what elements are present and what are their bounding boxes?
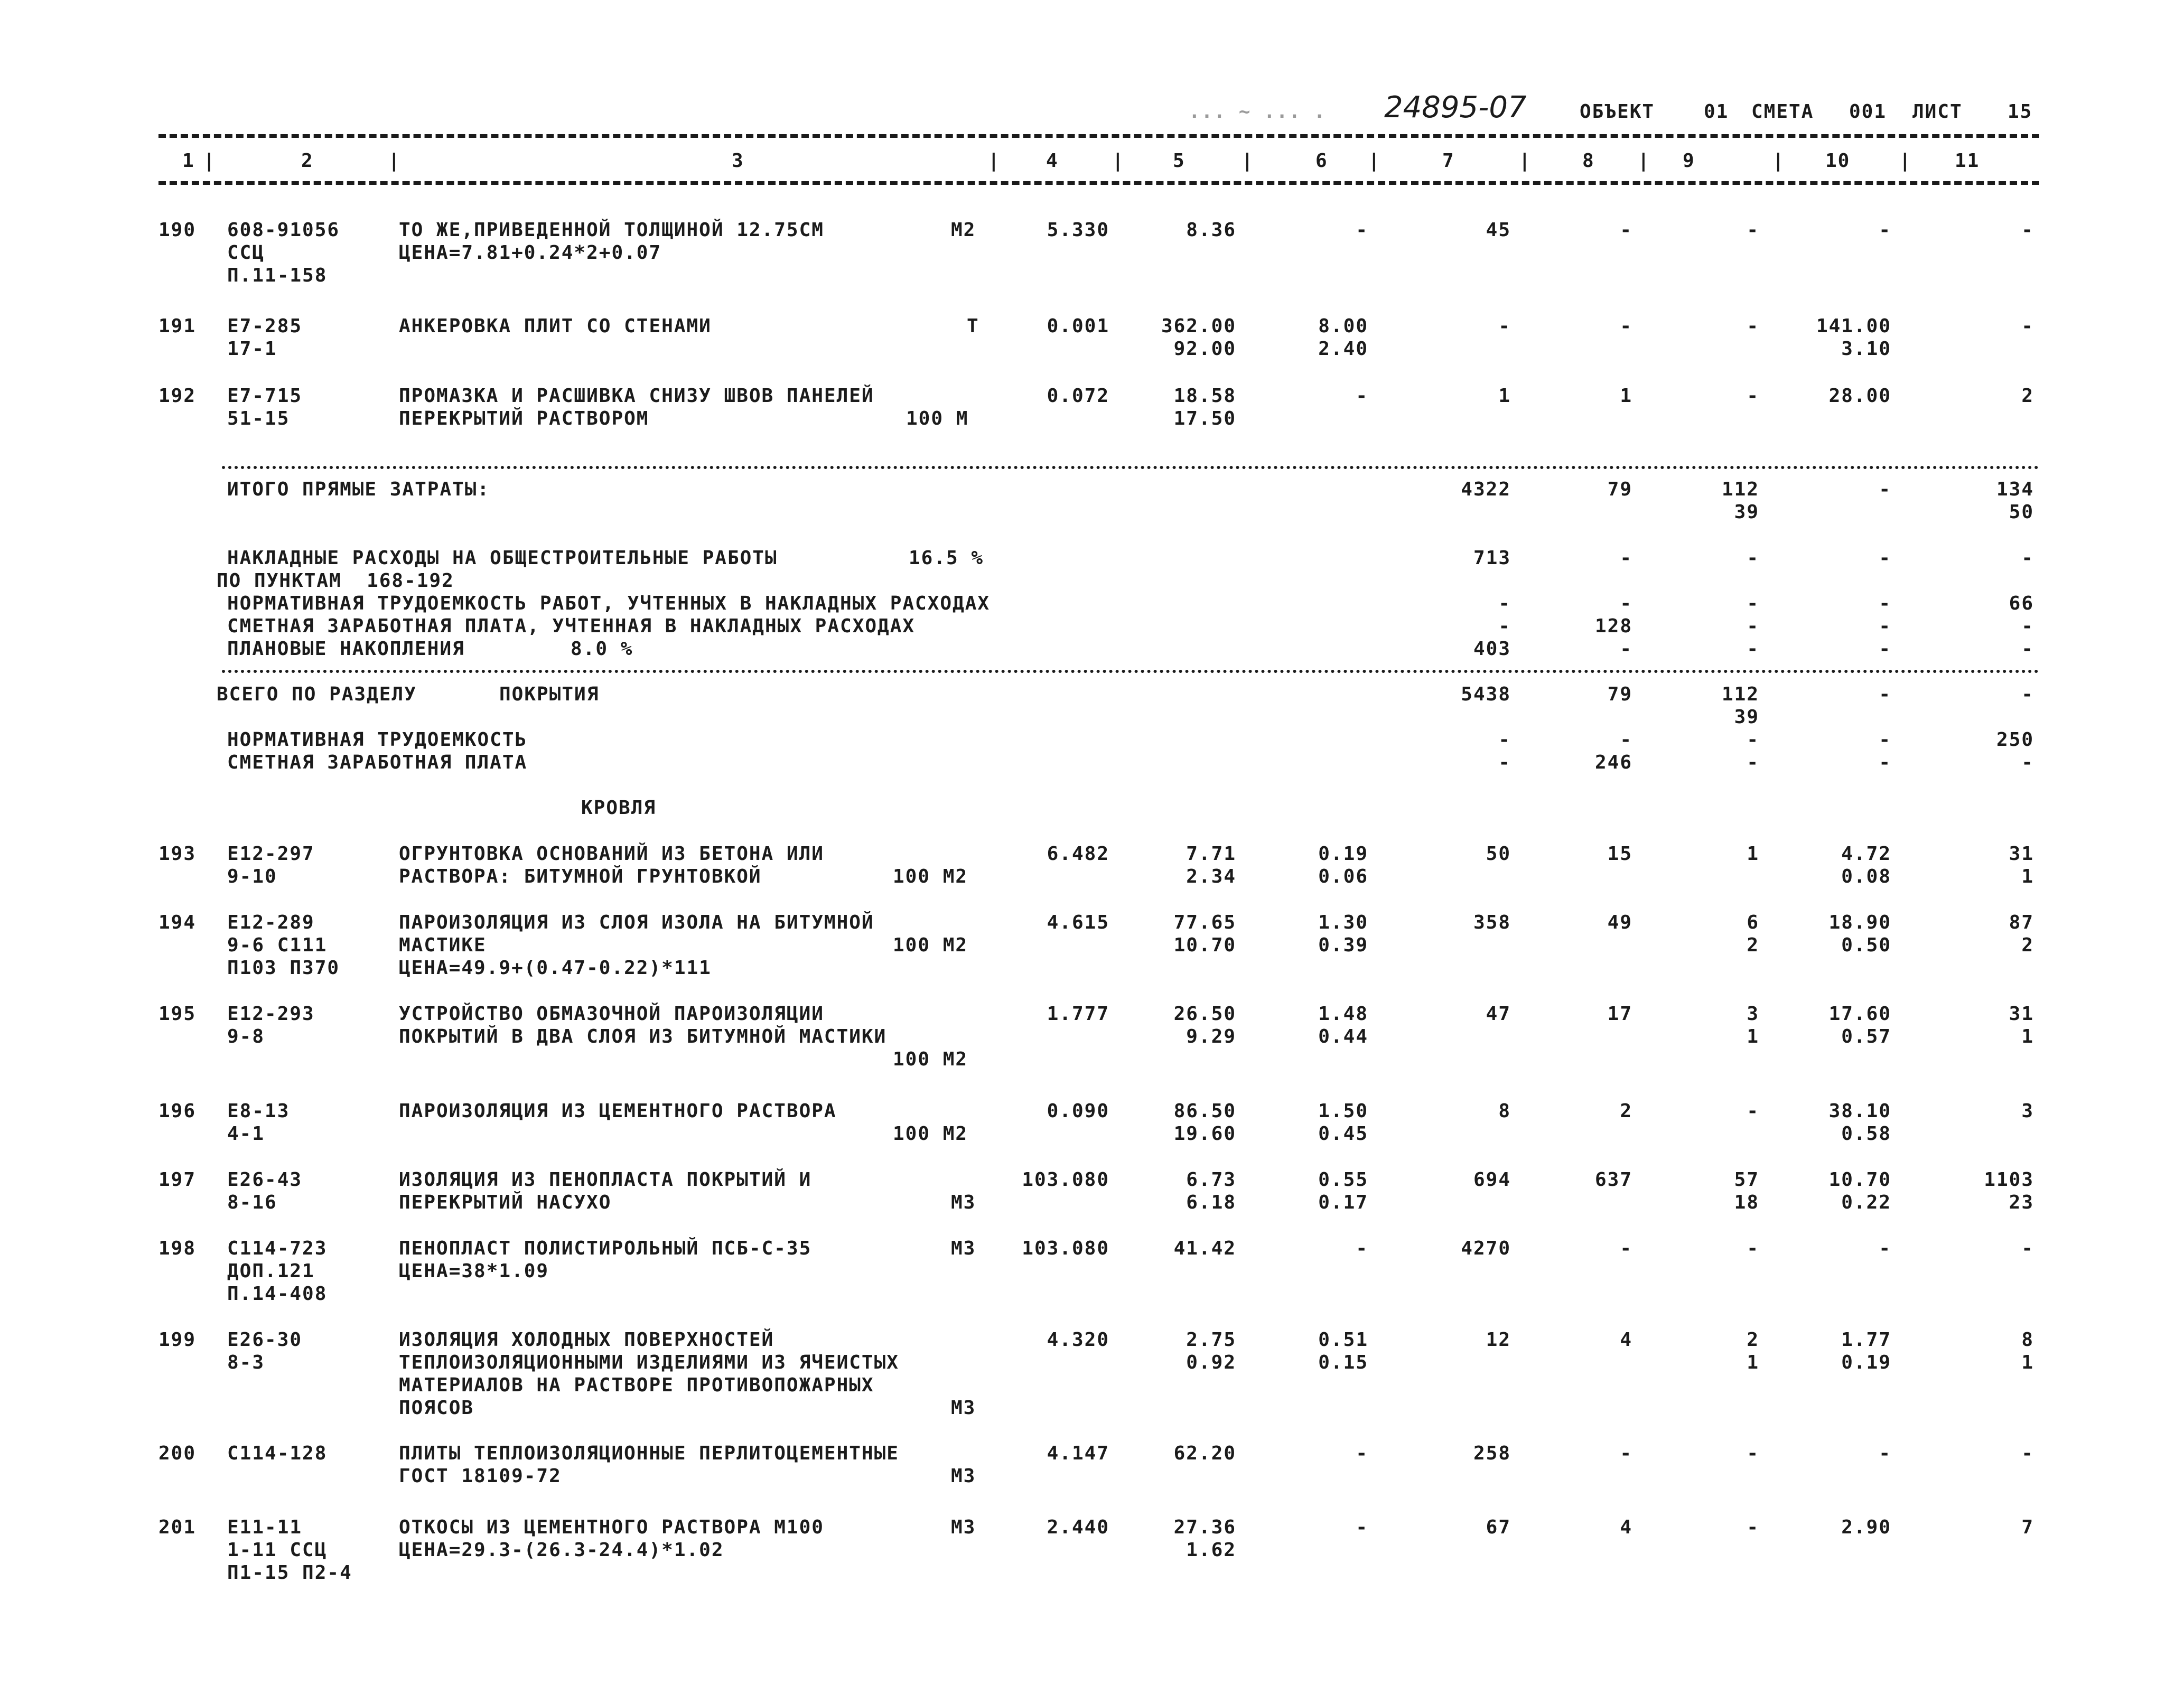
work-description: ЦЕНА=7.81+0.24*2+0.07	[399, 242, 662, 264]
unit-price: 362.00	[1161, 315, 1236, 337]
column-8-value: 637	[1594, 1169, 1632, 1191]
total-cost: 4270	[1461, 1238, 1511, 1259]
column-11-value: 23	[2009, 1192, 2034, 1213]
column-9-value: -	[1747, 638, 1759, 660]
column-11-value: -	[2021, 638, 2034, 660]
column-10-value: 0.08	[1841, 866, 1891, 887]
column-10-value: -	[1879, 684, 1891, 705]
column-9-value: -	[1747, 1443, 1759, 1464]
total-cost: 403	[1473, 638, 1511, 660]
price-code: Е26-30	[227, 1329, 303, 1351]
work-description: ПЕРЕКРЫТИЙ РАСТВОРОМ	[399, 408, 649, 429]
quantity: 4.147	[1047, 1443, 1109, 1464]
column-6-value: 0.45	[1318, 1123, 1368, 1145]
work-description: РАСТВОРА: БИТУМНОЙ ГРУНТОВКОЙ	[399, 866, 762, 887]
column-10-value: 141.00	[1816, 315, 1891, 337]
column-9-value: -	[1747, 593, 1759, 614]
price-code: 1-11 ССЦ	[227, 1539, 328, 1561]
overhead-label: НАКЛАДНЫЕ РАСХОДЫ НА ОБЩЕСТРОИТЕЛЬНЫЕ РАБОТЫ	[227, 547, 778, 569]
smeta-label: СМЕТА	[1751, 101, 1814, 123]
column-11-value: 2	[2021, 934, 2034, 956]
price-code: Е7-715	[227, 385, 303, 407]
column-number-5: 5	[1173, 150, 1186, 172]
price-code: 51-15	[227, 408, 290, 429]
column-10-value: -	[1879, 219, 1891, 241]
column-10-value: -	[1879, 752, 1891, 773]
column-10-value: 0.22	[1841, 1192, 1891, 1213]
price-code: П1-15 П2-4	[227, 1562, 352, 1584]
column-9-value: -	[1747, 1516, 1759, 1538]
row-number: 201	[158, 1516, 197, 1538]
column-8-value: -	[1620, 1238, 1632, 1259]
column-11-value: -	[2021, 1443, 2034, 1464]
row-number: 194	[158, 912, 197, 933]
column-6-value: 8.00	[1318, 315, 1368, 337]
planned-savings-label: ПЛАНОВЫЕ НАКОПЛЕНИЯ	[227, 638, 465, 660]
column-11-value: 50	[2009, 501, 2034, 523]
column-8-value: 49	[1607, 912, 1632, 933]
column-8-value: 246	[1594, 752, 1632, 773]
row-number: 197	[158, 1169, 197, 1191]
work-description: ОТКОСЫ ИЗ ЦЕМЕНТНОГО РАСТВОРА М100	[399, 1516, 824, 1538]
column-6-value: 0.19	[1318, 843, 1368, 865]
column-11-value: 1103	[1984, 1169, 2034, 1191]
row-number: 199	[158, 1329, 197, 1351]
row-number: 190	[158, 219, 197, 241]
unit-price: 7.71	[1186, 843, 1236, 865]
column-9-value: 18	[1734, 1192, 1759, 1213]
work-description: ЦЕНА=38*1.09	[399, 1260, 549, 1282]
quantity: 0.072	[1047, 385, 1109, 407]
total-cost: 5438	[1461, 684, 1511, 705]
total-cost: -	[1498, 315, 1511, 337]
column-10-value: 10.70	[1828, 1169, 1891, 1191]
column-11-value: 2	[2021, 385, 2034, 407]
column-6-value: 0.39	[1318, 934, 1368, 956]
row-number: 191	[158, 315, 197, 337]
dotted-separator	[222, 466, 2039, 469]
column-number-7: 7	[1442, 150, 1455, 172]
column-9-value: -	[1747, 385, 1759, 407]
column-6-value: 0.44	[1318, 1026, 1368, 1047]
column-11-value: -	[2021, 219, 2034, 241]
work-description: ГОСТ 18109-72	[399, 1465, 562, 1487]
work-description: ПЕРЕКРЫТИЙ НАСУХО	[399, 1192, 612, 1213]
column-9-value: -	[1747, 1100, 1759, 1122]
column-11-value: 31	[2009, 843, 2034, 865]
column-10-value: 4.72	[1841, 843, 1891, 865]
column-11-value: 250	[1996, 729, 2034, 751]
smeta-number: 001	[1849, 101, 1887, 123]
price-code: П.14-408	[227, 1283, 328, 1305]
unit-price: 18.58	[1173, 385, 1236, 407]
column-10-value: -	[1879, 479, 1891, 500]
column-10-value: 0.19	[1841, 1352, 1891, 1373]
price-code: Е12-289	[227, 912, 315, 933]
column-6-value: 1.48	[1318, 1003, 1368, 1025]
price-code: 8-16	[227, 1192, 277, 1213]
column-8-value: 4	[1620, 1329, 1632, 1351]
quantity: 0.001	[1047, 315, 1109, 337]
column-8-value: 1	[1620, 385, 1632, 407]
unit-price: 8.36	[1186, 219, 1236, 241]
column-6-value: 1.30	[1318, 912, 1368, 933]
column-6-value: 0.06	[1318, 866, 1368, 887]
total-cost: 694	[1473, 1169, 1511, 1191]
section-total-label: ВСЕГО ПО РАЗДЕЛУ	[217, 684, 417, 705]
work-description: ОГРУНТОВКА ОСНОВАНИЙ ИЗ БЕТОНА ИЛИ	[399, 843, 824, 865]
wage-label: СМЕТНАЯ ЗАРАБОТНАЯ ПЛАТА	[227, 752, 528, 773]
total-cost: 1	[1498, 385, 1511, 407]
column-9-value: -	[1747, 219, 1759, 241]
unit-price: 2.75	[1186, 1329, 1236, 1351]
unit-price: 6.18	[1186, 1192, 1236, 1213]
overhead-percent: 16.5 %	[909, 547, 984, 569]
price-code: С114-128	[227, 1443, 328, 1464]
column-number-4: 4	[1046, 150, 1059, 172]
row-number: 200	[158, 1443, 197, 1464]
column-number-6: 6	[1315, 150, 1328, 172]
work-description: ПОКРЫТИЙ В ДВА СЛОЯ ИЗ БИТУМНОЙ МАСТИКИ	[399, 1026, 887, 1047]
column-10-value: -	[1879, 1443, 1891, 1464]
column-8-value: 79	[1607, 479, 1632, 500]
quantity: 1.777	[1047, 1003, 1109, 1025]
column-9-value: 112	[1721, 479, 1759, 500]
work-description: ПАРОИЗОЛЯЦИЯ ИЗ СЛОЯ ИЗОЛА НА БИТУМНОЙ	[399, 912, 874, 933]
column-10-value: 38.10	[1828, 1100, 1891, 1122]
unit-price: 1.62	[1186, 1539, 1236, 1561]
column-11-value: 1	[2021, 1352, 2034, 1373]
work-description: ПОЯСОВ	[399, 1397, 474, 1419]
column-9-value: 1	[1747, 843, 1759, 865]
column-8-value: 4	[1620, 1516, 1632, 1538]
norm-labor-label: НОРМАТИВНАЯ ТРУДОЕМКОСТЬ	[227, 729, 528, 751]
column-6-value: 0.55	[1318, 1169, 1368, 1191]
planned-savings-percent: 8.0 %	[571, 638, 633, 660]
column-8-value: 17	[1607, 1003, 1632, 1025]
total-cost: 45	[1486, 219, 1511, 241]
column-number-3: 3	[732, 150, 744, 172]
work-description: ИЗОЛЯЦИЯ ХОЛОДНЫХ ПОВЕРХНОСТЕЙ	[399, 1329, 774, 1351]
column-11-value: 3	[2021, 1100, 2034, 1122]
work-description: ЦЕНА=29.3-(26.3-24.4)*1.02	[399, 1539, 724, 1561]
row-number: 196	[158, 1100, 197, 1122]
quantity: 2.440	[1047, 1516, 1109, 1538]
column-9-value: -	[1747, 729, 1759, 751]
column-11-value: 66	[2009, 593, 2034, 614]
price-code: 9-6 С111	[227, 934, 328, 956]
unit: 100 М2	[893, 934, 968, 956]
column-11-value: 1	[2021, 866, 2034, 887]
overhead-wage-label: СМЕТНАЯ ЗАРАБОТНАЯ ПЛАТА, УЧТЕННАЯ В НАКЛАДНЫХ РАСХОДАХ	[227, 615, 916, 637]
price-code: Е12-293	[227, 1003, 315, 1025]
header-rule-top	[158, 134, 2039, 138]
column-9-value: -	[1747, 315, 1759, 337]
price-code: С114-723	[227, 1238, 328, 1259]
total-cost: -	[1498, 615, 1511, 637]
column-9-value: 57	[1734, 1169, 1759, 1191]
column-number-1: 1	[182, 150, 195, 172]
column-10-value: 1.77	[1841, 1329, 1891, 1351]
column-11-value: 31	[2009, 1003, 2034, 1025]
column-6-value: -	[1356, 1443, 1368, 1464]
price-code: Е8-13	[227, 1100, 290, 1122]
column-10-value: 0.57	[1841, 1026, 1891, 1047]
unit: Т	[967, 315, 979, 337]
price-code: Е12-297	[227, 843, 315, 865]
price-code: ССЦ	[227, 242, 265, 264]
column-8-value: -	[1620, 729, 1632, 751]
price-code: Е7-285	[227, 315, 303, 337]
column-9-value: 1	[1747, 1026, 1759, 1047]
price-code: 608-91056	[227, 219, 340, 241]
work-description: МАСТИКЕ	[399, 934, 487, 956]
sheet-number: 15	[2008, 101, 2033, 123]
column-8-value: 2	[1620, 1100, 1632, 1122]
price-code: 17-1	[227, 338, 277, 360]
unit: 100 М2	[893, 866, 968, 887]
unit: М3	[951, 1516, 976, 1538]
column-11-value: 1	[2021, 1026, 2034, 1047]
header-faint-text: ... ~ ... .	[1189, 101, 1327, 123]
column-10-value: 3.10	[1841, 338, 1891, 360]
column-9-value: -	[1747, 547, 1759, 569]
object-number: 01	[1704, 101, 1729, 123]
unit: М2	[951, 219, 976, 241]
column-8-value: -	[1620, 638, 1632, 660]
column-number-11: 11	[1955, 150, 1980, 172]
column-8-value: 15	[1607, 843, 1632, 865]
total-cost: 50	[1486, 843, 1511, 865]
quantity: 5.330	[1047, 219, 1109, 241]
column-11-value: -	[2021, 547, 2034, 569]
unit: 100 М2	[893, 1049, 968, 1070]
price-code: П.11-158	[227, 265, 328, 286]
unit-price: 19.60	[1173, 1123, 1236, 1145]
column-number-2: 2	[301, 150, 314, 172]
column-6-value: -	[1356, 385, 1368, 407]
column-number-9: 9	[1683, 150, 1695, 172]
work-description: АНКЕРОВКА ПЛИТ СО СТЕНАМИ	[399, 315, 712, 337]
unit-price: 62.20	[1173, 1443, 1236, 1464]
column-9-value: 39	[1734, 706, 1759, 728]
row-number: 192	[158, 385, 197, 407]
column-6-value: 0.51	[1318, 1329, 1368, 1351]
unit-price: 17.50	[1173, 408, 1236, 429]
column-6-value: -	[1356, 219, 1368, 241]
column-9-value: -	[1747, 752, 1759, 773]
quantity: 0.090	[1047, 1100, 1109, 1122]
price-code: 8-3	[227, 1352, 265, 1373]
total-cost: -	[1498, 752, 1511, 773]
column-9-value: 112	[1721, 684, 1759, 705]
column-8-value: 79	[1607, 684, 1632, 705]
work-description: ПРОМАЗКА И РАСШИВКА СНИЗУ ШВОВ ПАНЕЛЕЙ	[399, 385, 874, 407]
column-10-value: 17.60	[1828, 1003, 1891, 1025]
column-8-value: -	[1620, 315, 1632, 337]
column-number-8: 8	[1582, 150, 1595, 172]
unit: М3	[951, 1397, 976, 1419]
column-6-value: -	[1356, 1516, 1368, 1538]
unit-price: 2.34	[1186, 866, 1236, 887]
column-11-value: -	[2021, 315, 2034, 337]
work-description: ТЕПЛОИЗОЛЯЦИОННЫМИ ИЗДЕЛИЯМИ ИЗ ЯЧЕИСТЫХ	[399, 1352, 899, 1373]
column-9-value: 3	[1747, 1003, 1759, 1025]
work-description: УСТРОЙСТВО ОБМАЗОЧНОЙ ПАРОИЗОЛЯЦИИ	[399, 1003, 824, 1025]
column-6-value: 0.15	[1318, 1352, 1368, 1373]
column-6-value: 0.17	[1318, 1192, 1368, 1213]
unit: М3	[951, 1192, 976, 1213]
total-cost: 258	[1473, 1443, 1511, 1464]
unit-price: 10.70	[1173, 934, 1236, 956]
total-cost: -	[1498, 729, 1511, 751]
column-9-value: -	[1747, 1238, 1759, 1259]
row-number: 195	[158, 1003, 197, 1025]
price-code: 9-8	[227, 1026, 265, 1047]
overhead-items: ПО ПУНКТАМ 168-192	[217, 570, 454, 592]
work-description: ТО ЖЕ,ПРИВЕДЕННОЙ ТОЛЩИНОЙ 12.75СМ	[399, 219, 824, 241]
column-9-value: 2	[1747, 1329, 1759, 1351]
price-code: Е11-11	[227, 1516, 303, 1538]
total-cost: 8	[1498, 1100, 1511, 1122]
column-number-10: 10	[1825, 150, 1851, 172]
row-number: 193	[158, 843, 197, 865]
column-10-value: 0.50	[1841, 934, 1891, 956]
column-6-value: 1.50	[1318, 1100, 1368, 1122]
column-9-value: 2	[1747, 934, 1759, 956]
quantity: 103.080	[1022, 1169, 1109, 1191]
section-name: ПОКРЫТИЯ	[499, 684, 600, 705]
totals-label: ИТОГО ПРЯМЫЕ ЗАТРАТЫ:	[227, 479, 490, 500]
unit-price: 86.50	[1173, 1100, 1236, 1122]
unit-price: 9.29	[1186, 1026, 1236, 1047]
work-description: ПАРОИЗОЛЯЦИЯ ИЗ ЦЕМЕНТНОГО РАСТВОРА	[399, 1100, 837, 1122]
unit-price: 0.92	[1186, 1352, 1236, 1373]
column-6-value: 2.40	[1318, 338, 1368, 360]
price-code: ДОП.121	[227, 1260, 315, 1282]
price-code: 9-10	[227, 866, 277, 887]
column-8-value: -	[1620, 219, 1632, 241]
quantity: 103.080	[1022, 1238, 1109, 1259]
column-9-value: 39	[1734, 501, 1759, 523]
sheet-label: ЛИСТ	[1912, 101, 1963, 123]
work-description: ЦЕНА=49.9+(0.47-0.22)*111	[399, 957, 712, 979]
unit-price: 77.65	[1173, 912, 1236, 933]
work-description: МАТЕРИАЛОВ НА РАСТВОРЕ ПРОТИВОПОЖАРНЫХ	[399, 1374, 874, 1396]
column-9-value: 6	[1747, 912, 1759, 933]
column-11-value: 87	[2009, 912, 2034, 933]
unit-price: 41.42	[1173, 1238, 1236, 1259]
column-9-value: 1	[1747, 1352, 1759, 1373]
column-6-value: -	[1356, 1238, 1368, 1259]
document-code: 24895-07	[1384, 90, 1527, 125]
unit-price: 27.36	[1173, 1516, 1236, 1538]
column-10-value: -	[1879, 729, 1891, 751]
unit: 100 М	[906, 408, 969, 429]
total-cost: 358	[1473, 912, 1511, 933]
column-8-value: -	[1620, 593, 1632, 614]
work-description: ИЗОЛЯЦИЯ ИЗ ПЕНОПЛАСТА ПОКРЫТИЙ И	[399, 1169, 812, 1191]
section-title: КРОВЛЯ	[581, 797, 657, 819]
total-cost: 713	[1473, 547, 1511, 569]
row-number: 198	[158, 1238, 197, 1259]
price-code: П103 П370	[227, 957, 340, 979]
column-11-value: -	[2021, 615, 2034, 637]
column-10-value: -	[1879, 593, 1891, 614]
unit: 100 М2	[893, 1123, 968, 1145]
object-label: ОБЪЕКТ	[1580, 101, 1655, 123]
price-code: 4-1	[227, 1123, 265, 1145]
header-rule-bottom	[158, 181, 2039, 185]
total-cost: 4322	[1461, 479, 1511, 500]
column-10-value: 18.90	[1828, 912, 1891, 933]
column-11-value: -	[2021, 1238, 2034, 1259]
total-cost: 12	[1486, 1329, 1511, 1351]
column-10-value: -	[1879, 638, 1891, 660]
column-11-value: -	[2021, 752, 2034, 773]
quantity: 6.482	[1047, 843, 1109, 865]
work-description: ПЕНОПЛАСТ ПОЛИСТИРОЛЬНЫЙ ПСБ-С-35	[399, 1238, 812, 1259]
column-10-value: -	[1879, 615, 1891, 637]
column-11-value: -	[2021, 684, 2034, 705]
work-description: ПЛИТЫ ТЕПЛОИЗОЛЯЦИОННЫЕ ПЕРЛИТОЦЕМЕНТНЫЕ	[399, 1443, 899, 1464]
column-10-value: 28.00	[1828, 385, 1891, 407]
column-10-value: -	[1879, 547, 1891, 569]
unit-price: 6.73	[1186, 1169, 1236, 1191]
total-cost: -	[1498, 593, 1511, 614]
dotted-separator	[222, 670, 2039, 673]
column-11-value: 7	[2021, 1516, 2034, 1538]
total-cost: 47	[1486, 1003, 1511, 1025]
unit: М3	[951, 1238, 976, 1259]
unit-price: 26.50	[1173, 1003, 1236, 1025]
price-code: Е26-43	[227, 1169, 303, 1191]
column-10-value: 0.58	[1841, 1123, 1891, 1145]
column-11-value: 8	[2021, 1329, 2034, 1351]
column-8-value: -	[1620, 547, 1632, 569]
overhead-labor-label: НОРМАТИВНАЯ ТРУДОЕМКОСТЬ РАБОТ, УЧТЕННЫХ В НАКЛАДНЫХ РАСХОДАХ	[227, 593, 991, 614]
column-8-value: -	[1620, 1443, 1632, 1464]
column-8-value: 128	[1594, 615, 1632, 637]
quantity: 4.320	[1047, 1329, 1109, 1351]
column-10-value: -	[1879, 1238, 1891, 1259]
column-11-value: 134	[1996, 479, 2034, 500]
quantity: 4.615	[1047, 912, 1109, 933]
unit: М3	[951, 1465, 976, 1487]
total-cost: 67	[1486, 1516, 1511, 1538]
unit-price: 92.00	[1173, 338, 1236, 360]
column-9-value: -	[1747, 615, 1759, 637]
column-10-value: 2.90	[1841, 1516, 1891, 1538]
